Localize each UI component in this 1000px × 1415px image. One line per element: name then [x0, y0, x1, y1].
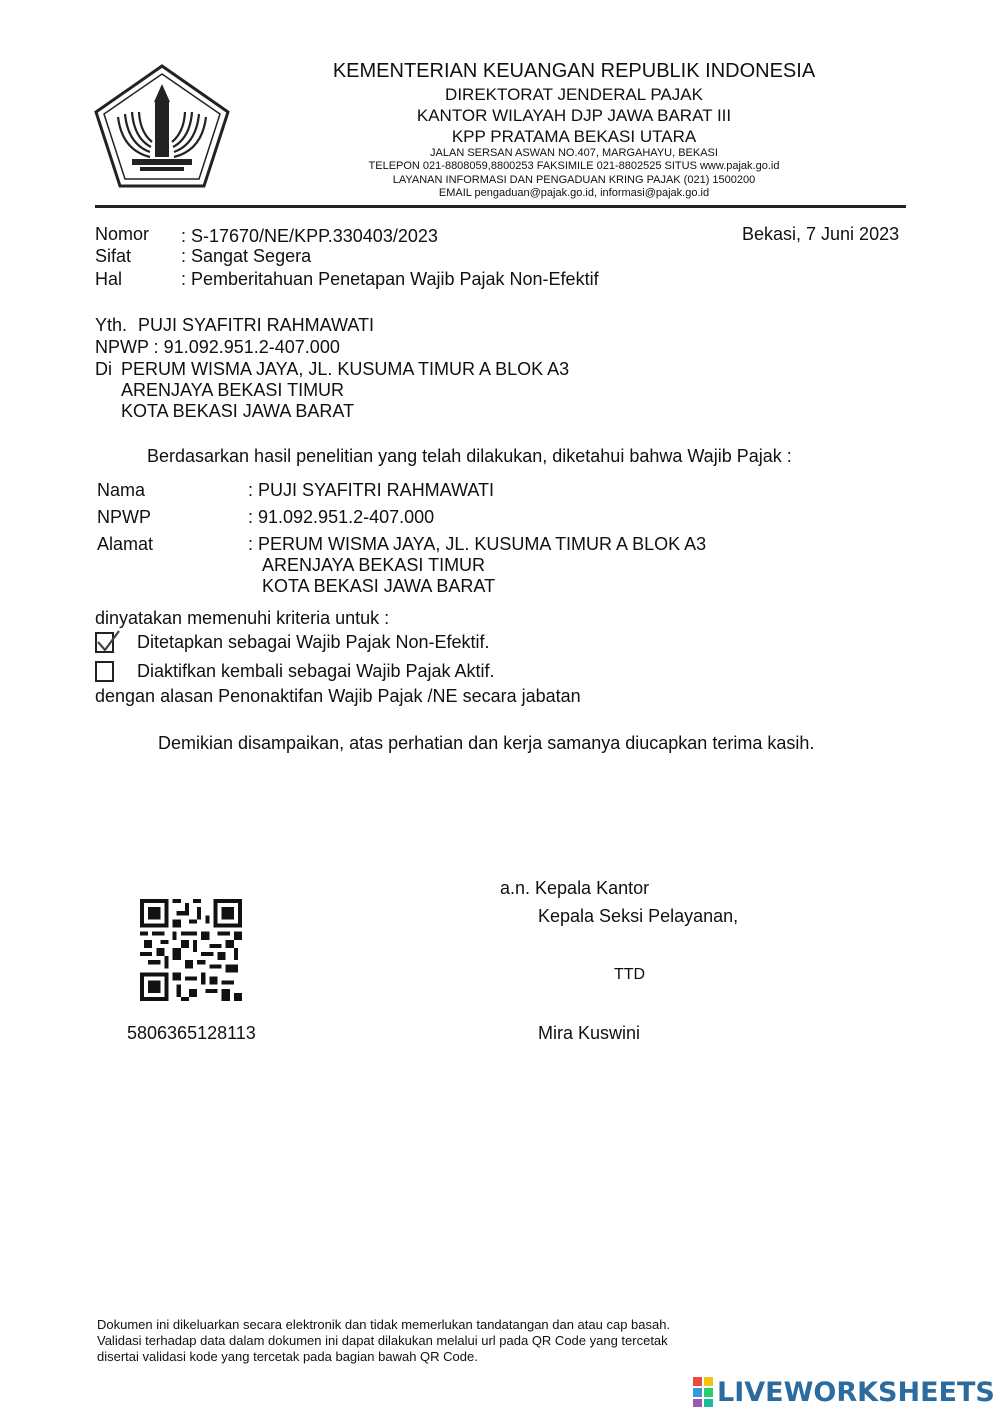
nomor-label: Nomor	[95, 224, 150, 244]
recipient-npwp: NPWP : 91.092.951.2-407.000	[95, 337, 340, 357]
non-effective-checkbox[interactable]	[95, 632, 114, 653]
recipient-name: PUJI SYAFITRI RAHMAWATI	[138, 315, 375, 335]
field-label-nama: Nama	[97, 480, 146, 500]
field-value-alamat-line2: ARENJAYA BEKASI TIMUR	[262, 555, 486, 575]
hal-label: Hal	[95, 269, 123, 289]
checkmark-icon	[95, 628, 123, 656]
footer-line3: disertai validasi kode yang tercetak pada bagian bawah QR Code.	[97, 1349, 478, 1364]
ministry-emblem-icon	[92, 62, 232, 192]
di-label: Di	[95, 359, 112, 379]
office-email: EMAIL pengaduan@pajak.go.id, informasi@pajak.go.id	[438, 187, 710, 199]
field-value-nama: : PUJI SYAFITRI RAHMAWATI	[248, 480, 495, 500]
tax-office-name: KPP PRATAMA BEKASI UTARA	[451, 127, 697, 146]
qr-code-icon	[140, 899, 242, 1001]
ministry-name: KEMENTERIAN KEUANGAN REPUBLIK INDONESIA	[332, 60, 816, 82]
letter-date: Bekasi, 7 Juni 2023	[742, 224, 900, 244]
closing-paragraph: Demikian disampaikan, atas perhatian dan kerja samanya diucapkan terima kasih.	[158, 733, 815, 753]
ttd-text: TTD	[614, 966, 646, 983]
signer-name: Mira Kuswini	[538, 1023, 641, 1043]
yth-label: Yth.	[95, 315, 128, 335]
hal-value: : Pemberitahuan Penetapan Wajib Pajak Non-Efektif	[181, 269, 599, 289]
liveworksheets-logo-icon	[693, 1377, 713, 1407]
recipient-address-line1: PERUM WISMA JAYA, JL. KUSUMA TIMUR A BLOK A3	[121, 359, 570, 379]
nomor-value: : S-17670/NE/KPP.330403/2023	[181, 226, 438, 246]
reactivate-option-label: Diaktifkan kembali sebagai Wajib Pajak Aktif.	[137, 661, 495, 681]
criteria-text: dinyatakan memenuhi kriteria untuk :	[95, 608, 390, 628]
reason-text: dengan alasan Penonaktifan Wajib Pajak /NE secara jabatan	[95, 686, 581, 706]
non-effective-option-label: Ditetapkan sebagai Wajib Pajak Non-Efektif.	[137, 632, 490, 652]
regional-office-name: KANTOR WILAYAH DJP JAWA BARAT III	[416, 106, 732, 125]
office-phone: TELEPON 021-8808059,8800253 FAKSIMILE 021-8802525 SITUS www.pajak.go.id	[368, 160, 780, 172]
on-behalf-text: a.n. Kepala Kantor	[500, 878, 650, 898]
qr-code-number: 5806365128113	[127, 1023, 256, 1043]
sifat-label: Sifat	[95, 246, 132, 266]
directorate-name: DIREKTORAT JENDERAL PAJAK	[445, 85, 703, 104]
office-address: JALAN SERSAN ASWAN NO.407, MARGAHAYU, BEKASI	[430, 147, 718, 159]
field-value-alamat: : PERUM WISMA JAYA, JL. KUSUMA TIMUR A BLOK A3	[248, 534, 707, 554]
field-label-npwp: NPWP	[97, 507, 151, 527]
recipient-address-line2: ARENJAYA BEKASI TIMUR	[121, 380, 345, 400]
letterhead-divider	[95, 205, 906, 208]
intro-paragraph: Berdasarkan hasil penelitian yang telah dilakukan, diketahui bahwa Wajib Pajak :	[147, 446, 792, 466]
field-value-alamat-line3: KOTA BEKASI JAWA BARAT	[262, 576, 496, 596]
footer-line2: Validasi terhadap data dalam dokumen ini dapat dilakukan melalui url pada QR Code yang tercetak	[97, 1333, 668, 1348]
sifat-value: : Sangat Segera	[181, 246, 312, 266]
liveworksheets-watermark	[693, 1375, 995, 1409]
liveworksheets-text: LIVEWORKSHEETS	[717, 1376, 995, 1408]
reactivate-checkbox[interactable]	[95, 661, 114, 682]
office-service: LAYANAN INFORMASI DAN PENGADUAN KRING PAJAK (021) 1500200	[392, 174, 756, 186]
field-label-alamat: Alamat	[97, 534, 154, 554]
field-value-npwp: : 91.092.951.2-407.000	[248, 507, 435, 527]
signer-position: Kepala Seksi Pelayanan,	[538, 906, 739, 926]
recipient-address-line3: KOTA BEKASI JAWA BARAT	[121, 401, 355, 421]
footer-line1: Dokumen ini dikeluarkan secara elektronik dan tidak memerlukan tandatangan dan atau cap basah.	[97, 1317, 671, 1332]
